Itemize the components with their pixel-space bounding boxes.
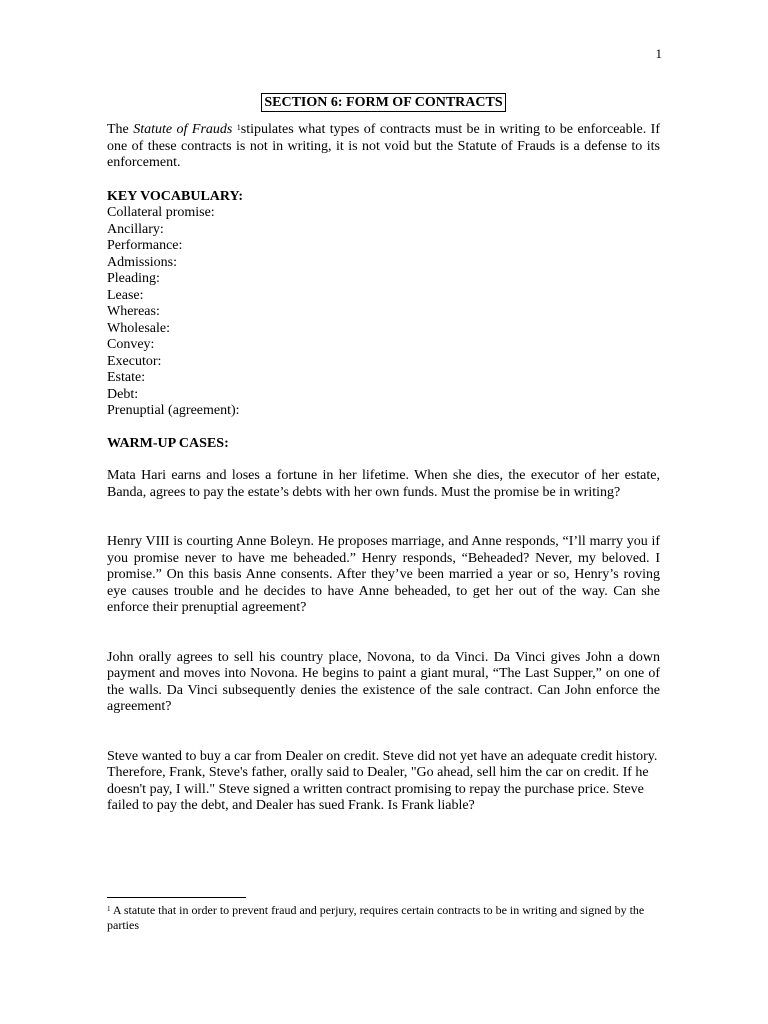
section-title: SECTION 6: FORM OF CONTRACTS: [261, 93, 505, 112]
intro-lead: The: [107, 122, 134, 137]
page-number: 1: [655, 46, 662, 61]
vocabulary-term: Performance:: [107, 238, 183, 253]
vocabulary-term: Convey:: [107, 337, 155, 352]
warmup-case: Mata Hari earns and loses a fortune in her lifetime. When she dies, the executor of her estate, Banda, agrees to pay the estate’s debts with her own funds. Must the promise be in writing?: [107, 468, 660, 500]
vocabulary-term: Estate:: [107, 370, 146, 385]
vocabulary-term: Pleading:: [107, 271, 160, 286]
vocabulary-term: Executor:: [107, 353, 162, 369]
vocabulary-term: Wholesale:: [107, 320, 170, 336]
footnote-reference: 1: [236, 123, 241, 132]
title-wrapper: [107, 93, 660, 112]
warmup-case: John orally agrees to sell his country place, Novona, to da Vinci. Da Vinci gives John a down payment and moves into Novona. He begins to paint a giant mural, “The Last Supper,” on one of the walls. Da Vinci subsequently denies the existence of the sale contract. Can John enforce the agreement?: [107, 649, 660, 714]
footnote-marker: 1: [107, 905, 111, 913]
footnote-separator: [107, 897, 246, 898]
intro-paragraph: [107, 122, 660, 172]
vocabulary-list: [107, 205, 660, 420]
footnote-text: A statute that in order to prevent fraud and perjury, requires certain contracts to be in writing and signed by the parties: [107, 903, 645, 932]
statute-name: Statute of Frauds: [133, 122, 233, 137]
document-body: [107, 93, 660, 815]
intro-rest: stipulates what types of contracts must be in writing to be enforceable. If one of these contracts is not in writing, it is not void but the Statute of Frauds is a defense to its enforcement.: [107, 122, 661, 170]
warmup-heading: WARM-UP CASES:: [107, 435, 229, 451]
vocabulary-term: Debt:: [107, 386, 139, 402]
warmup-case: Henry VIII is courting Anne Boleyn. He proposes marriage, and Anne responds, “I’ll marry you if you promise never to have me beheaded.” Henry responds, “Beheaded? Never, my beloved. I promise.” On this basis Anne consents. After they’ve been married a year or so, Henry’s roving eye causes trouble and he decides to have Anne beheaded, to get her out of the way. Can she enforce their prenuptial agreement?: [107, 534, 660, 615]
vocabulary-term: Collateral promise:: [107, 205, 215, 220]
vocabulary-term: Ancillary:: [107, 221, 164, 237]
vocabulary-term: Admissions:: [107, 254, 178, 270]
vocabulary-term: Lease:: [107, 287, 144, 303]
vocabulary-term: Prenuptial (agreement):: [107, 403, 240, 418]
vocabulary-term: Whereas:: [107, 304, 160, 319]
vocabulary-heading: KEY VOCABULARY:: [107, 188, 244, 204]
footnote: [107, 903, 660, 932]
warmup-case: Steve wanted to buy a car from Dealer on credit. Steve did not yet have an adequate credit history. Therefore, Frank, Steve's father, orally said to Dealer, "Go ahead, sell him the car on credit. If he doesn't pay, I will." Steve signed a written contract promising to repay the purchase price. Steve failed to pay the debt, and Dealer has sued Frank. Is Frank liable?: [107, 748, 658, 813]
